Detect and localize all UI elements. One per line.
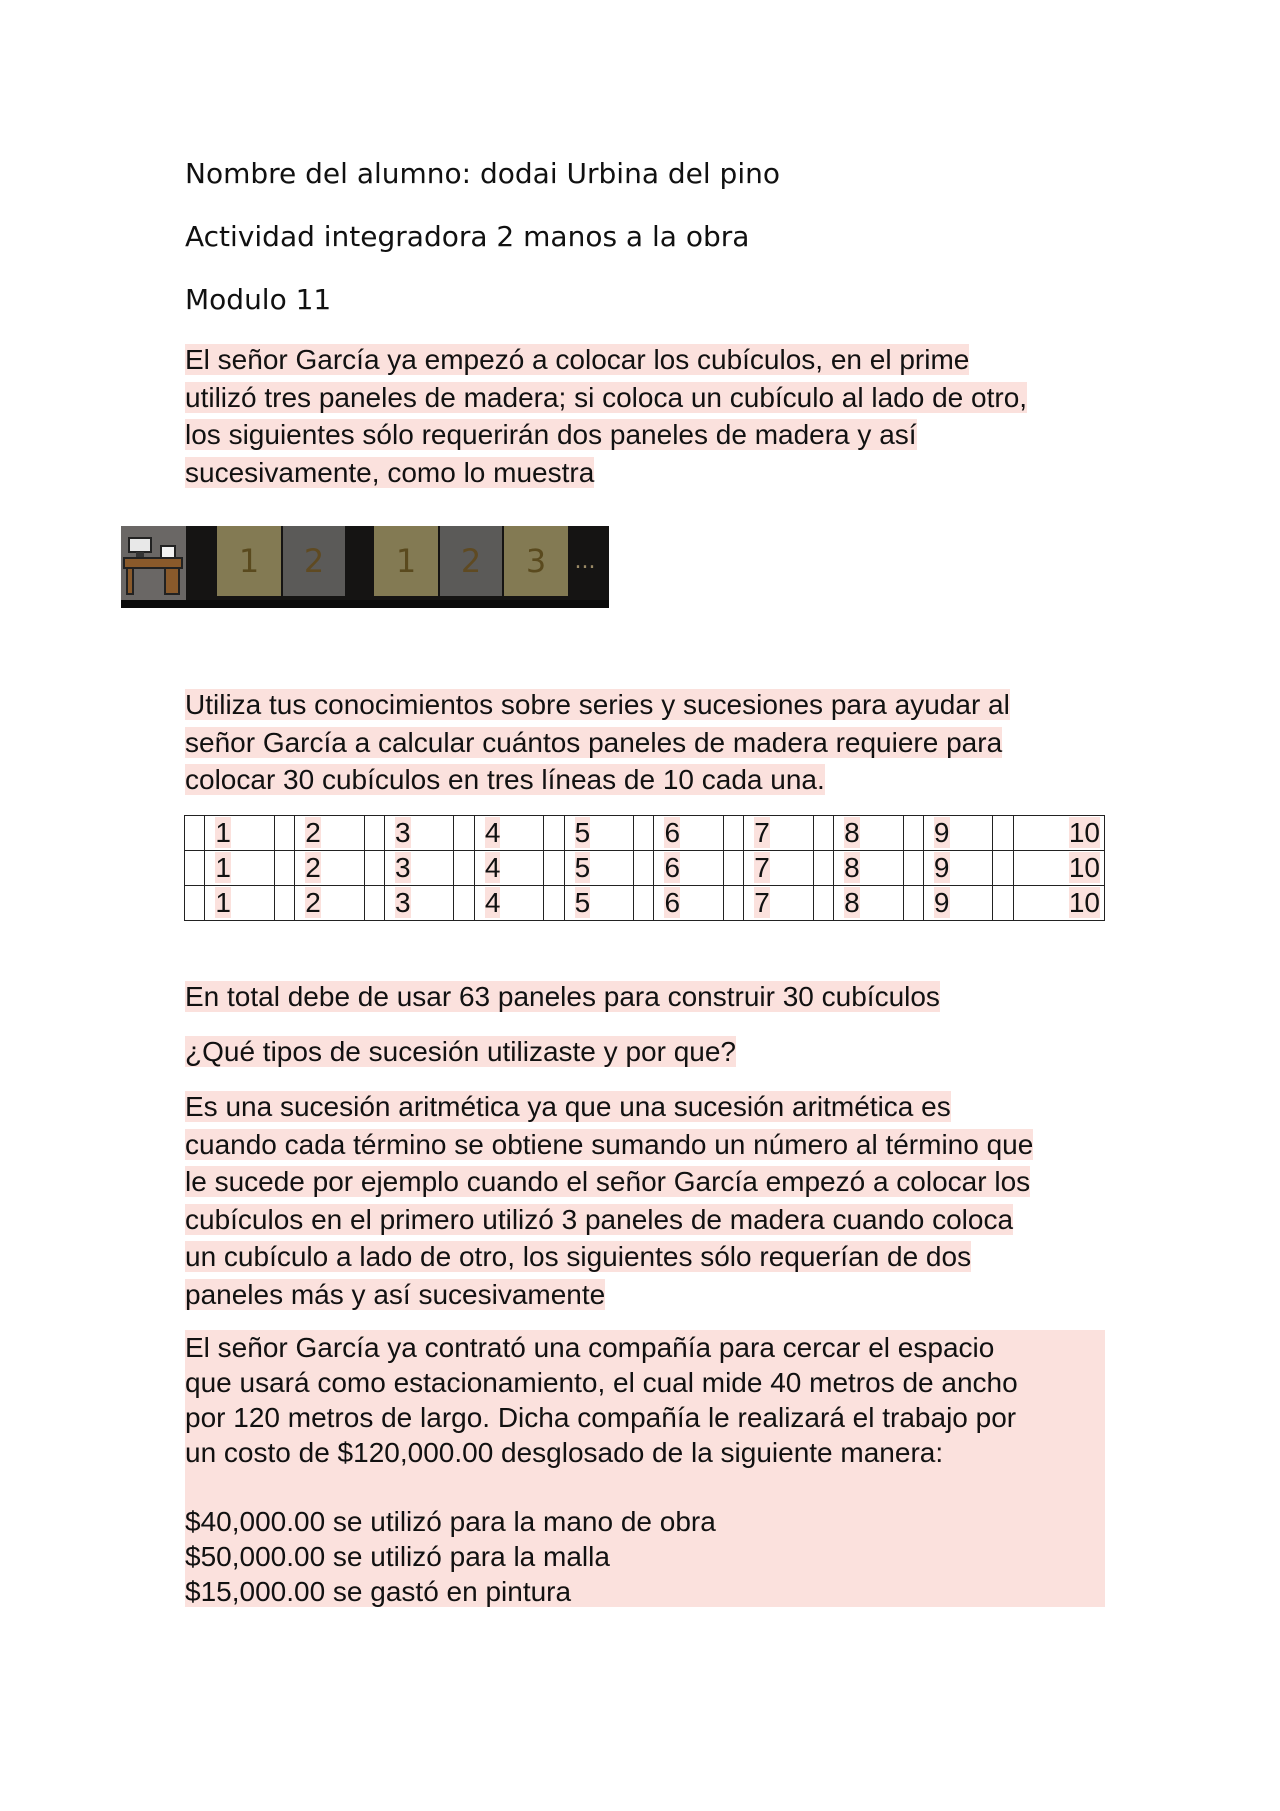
table-cell: 1 <box>215 817 231 848</box>
question-line: Utiliza tus conocimientos sobre series y sucesiones para ayudar al <box>185 689 1010 720</box>
panel-tile: 2 <box>283 526 345 596</box>
table-cell: 8 <box>844 887 860 918</box>
answer-paragraph <box>185 1088 1105 1313</box>
fence-paragraph <box>185 1330 1105 1607</box>
activity-title: Actividad integradora 2 manos a la obra <box>185 220 750 253</box>
table-cell: 2 <box>305 817 321 848</box>
table-cell: 5 <box>574 852 591 883</box>
question-line: colocar 30 cubículos en tres líneas de 10 cada una. <box>185 764 825 795</box>
table-cell: 6 <box>664 852 681 883</box>
module-label: Modulo 11 <box>185 283 332 316</box>
table-cell: 9 <box>933 817 950 848</box>
fence-line: que usará como estacionamiento, el cual mide 40 metros de ancho <box>185 1367 1018 1398</box>
total-line <box>185 978 1105 1016</box>
panel-tile: 1 <box>374 526 438 596</box>
table-cell: 7 <box>754 852 770 883</box>
table-cell: 10 <box>1068 887 1100 918</box>
table-cell: 8 <box>844 817 860 848</box>
table-cell: 6 <box>664 817 681 848</box>
sequence-question: ¿Qué tipos de sucesión utilizaste y por que? <box>185 1036 736 1067</box>
table-cell: 1 <box>215 852 231 883</box>
total-text: En total debe de usar 63 paneles para construir 30 cubículos <box>185 981 940 1012</box>
strip-floor <box>121 600 609 608</box>
intro-paragraph <box>185 341 1105 491</box>
fence-line: El señor García ya contrató una compañía para cercar el espacio <box>185 1332 995 1363</box>
answer-line: cuando cada término se obtiene sumando un número al término que <box>185 1128 1034 1160</box>
table-cell: 2 <box>305 887 321 918</box>
cost-line: $50,000.00 se utilizó para la malla <box>185 1541 610 1572</box>
answer-line: paneles más y así sucesivamente <box>185 1278 606 1310</box>
fence-line: un costo de $120,000.00 desglosado de la siguiente manera: <box>185 1437 944 1468</box>
spacer <box>185 1470 1105 1504</box>
answer-line: cubículos en el primero utilizó 3 paneles de madera cuando coloca <box>185 1203 1014 1235</box>
question-paragraph <box>185 686 1105 799</box>
intro-line: los siguientes sólo requerirán dos paneles de madera y así <box>185 419 917 450</box>
table-cell: 4 <box>484 817 501 848</box>
intro-line: El señor García ya empezó a colocar los cubículos, en el prime <box>185 344 970 375</box>
table-cell: 9 <box>933 852 950 883</box>
table-row <box>185 816 1105 851</box>
cost-line: $15,000.00 se gastó en pintura <box>185 1576 572 1607</box>
table-cell: 1 <box>215 887 231 918</box>
answer-line: un cubículo a lado de otro, los siguientes sólo requerían de dos <box>185 1241 972 1272</box>
table-cell: 10 <box>1068 817 1100 848</box>
intro-line: utilizó tres paneles de madera; si coloca un cubículo al lado de otro, <box>185 381 1028 413</box>
table-cell: 3 <box>395 852 411 883</box>
table-cell: 3 <box>395 887 411 918</box>
panel-count-table <box>184 815 1105 921</box>
table-cell: 4 <box>484 852 501 883</box>
table-row <box>185 886 1105 921</box>
table-cell: 2 <box>305 852 321 883</box>
table-cell: 5 <box>574 817 591 848</box>
table-cell: 10 <box>1068 852 1100 883</box>
cost-line: $40,000.00 se utilizó para la mano de obra <box>185 1506 716 1537</box>
panel-tile: 1 <box>217 526 281 596</box>
table-cell: 4 <box>484 887 501 918</box>
panel-tile: 3 <box>504 526 568 596</box>
table-cell: 9 <box>933 887 950 918</box>
table-row <box>185 851 1105 886</box>
sequence-question-line <box>185 1033 1105 1071</box>
table-cell: 7 <box>754 817 770 848</box>
table-cell: 6 <box>664 887 681 918</box>
answer-line: le sucede por ejemplo cuando el señor García empezó a colocar los <box>185 1166 1031 1197</box>
cubicle-illustration <box>121 526 609 608</box>
question-line: señor García a calcular cuántos paneles de madera requiere para <box>185 726 1003 758</box>
table-cell: 5 <box>574 887 591 918</box>
student-name: Nombre del alumno: dodai Urbina del pino <box>185 157 780 190</box>
panel-tile: 2 <box>440 526 502 596</box>
desk-icon <box>121 526 186 600</box>
ellipsis: ... <box>574 548 596 574</box>
table-cell: 7 <box>754 887 770 918</box>
table-cell: 3 <box>395 817 411 848</box>
fence-line: por 120 metros de largo. Dicha compañía le realizará el trabajo por <box>185 1402 1017 1433</box>
answer-line: Es una sucesión aritmética ya que una sucesión aritmética es <box>185 1091 951 1122</box>
table-cell: 8 <box>844 852 860 883</box>
intro-line: sucesivamente, como lo muestra <box>185 456 595 488</box>
